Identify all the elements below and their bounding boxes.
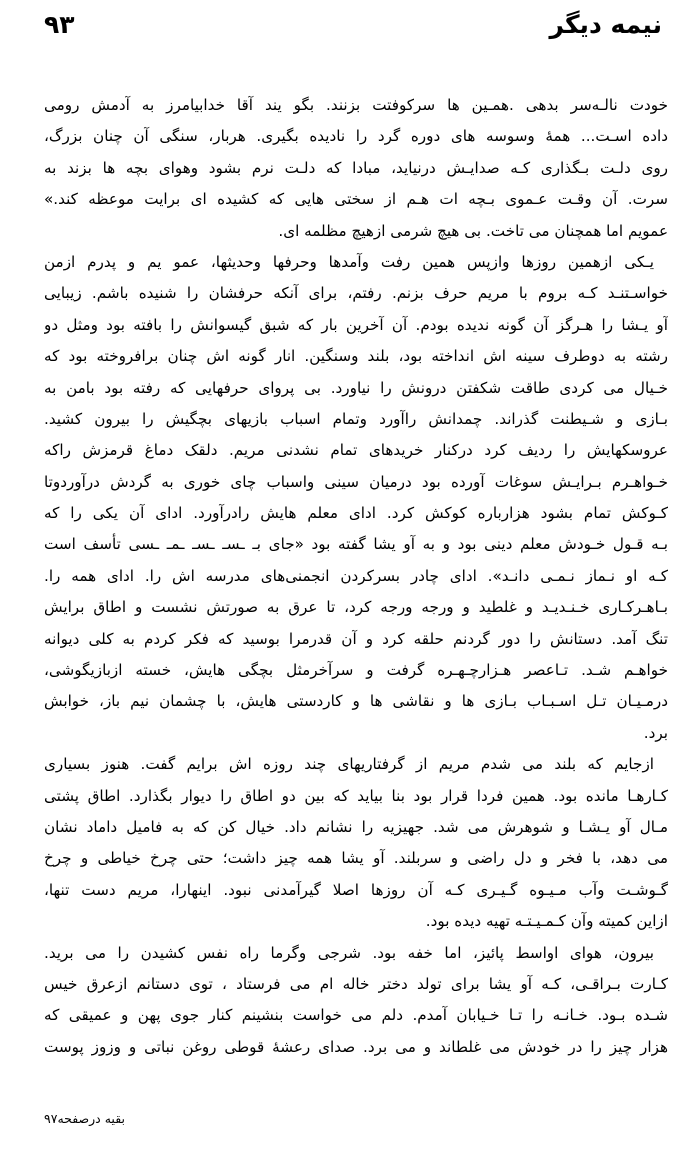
text-line: کـارهـا مانده بود. همین فردا قرار بود بنا بیاید که بین دو اطاق را دیوار بگذارد. اطاق پشتی <box>44 786 668 805</box>
text-line: گـوشـت وآب مـیـوه گـیـری کـه آن روزها اصلا گیرآمدنی نبود. اینهارا، مریم دست تنها، <box>44 880 668 899</box>
text-line: خواسـتنـد کـه بروم با مریم حرف بزنم. رفتم، برای آنکه حرفشان را شنیده باشم. زیبایی <box>44 284 668 303</box>
text-line: تنگ آمد. دستانش را دور گردنم حلقه کرد و آن قدرمرا بوسید که فکر کردم به کلی دیوانه <box>44 629 668 648</box>
text-line: عمویم اما همچنان می تاخت. بی هیچ شرمی ازهیچ مظلمه ای. <box>278 221 668 240</box>
text-line: رشته به دوطرف سینه اش انداخته بود، بلند وسنگین. انار گونه اش چنان برافروخته بود که <box>44 347 668 366</box>
paragraph-start-line: بیرون، هوای اواسط پائیز، اما خفه بود. شرجی وگرما راه نفس کشیدن را می برید. <box>44 943 654 962</box>
text-line: خـواهـرم بـرایـش سوغات آورده بود درمیان سینی واسباب چای خوری به گردش درآوردوتا <box>44 472 668 491</box>
paragraph-start-line: یـکی ازهمین روزها وازپس همین رفت وآمدها وحرفها وحدیثها، عمو یم و پدرم ازمن <box>44 252 654 271</box>
continued-on-page-note: بقیه درصفحه۹۷ <box>44 1111 125 1126</box>
text-line: عروسکهایش را ردیف کرد درکنار خریدهای تمام نشدنی مریم. دلقک دماغ قرمزش راکه <box>44 441 668 460</box>
page-number: ۹۳ <box>44 10 75 39</box>
text-line: کـوکش تمام بشود هزارباره کوکش کرد. ادای معلم هایش رادرآورد. ادای آن یکی را که <box>44 504 668 523</box>
book-title-header: نیمه دیگر <box>549 10 662 39</box>
text-line: مـال آو یـشـا و شوهرش می شد. جهیزیه را نشانم داد. خیال کن که به فامیل داماد نشان <box>44 817 668 836</box>
text-line: درمـیـان تـل اسـبـاب بـازی ها و نقاشی ها و کاردستی هایش، با چشمان نیم باز، خوابش <box>44 692 668 711</box>
text-line: خـیال می کردی طاقت شکفتن درونش را نیاورد. بی پروای حرفهایی که رفته بود بامن به <box>44 378 668 397</box>
text-line: بـازی و شـیطنت گذراند. چمدانش راآورد وتمام اسباب بازیهای بچگیش را بیرون کشید. <box>44 409 668 428</box>
paragraph-start-line: ازجایم که بلند می شدم مریم از گرفتاریهای چند روزه اش برایم گفت. هنوز بسیاری <box>44 755 654 774</box>
text-line: بـه قـول خـودش معلم دینی بود و به آو یشا گفته بود «جای بـ ـسـ ـسـ ـمـ ـسی تأسف است <box>44 535 668 554</box>
text-line: سرت. آن وقـت عـموی بـچه ات هـم از سختی هایی که کشیده ای برایت موعظه کند.» <box>44 190 668 209</box>
body-text <box>44 90 668 1063</box>
text-line: بـاهـرکـاری خـنـدیـد و غلطید و ورجه ورجه کرد، تا عرق به صورتش نشست و اطاق برایش <box>44 598 668 617</box>
text-line: داده اسـت... همهٔ وسوسه های دوره گرد را نادیده بگیری. هربار، سنگی آن چنان بزرگ، <box>44 127 668 146</box>
text-line: روی دلـت بـگذاری کـه صدایـش درنیاید، مبادا که دلـت نرم بشود وهوای بچه ها بزند به <box>44 158 668 177</box>
text-line: کـه او نـماز نـمـی دانـد». ادای چادر بسرکردن انجمنی‌های مدرسه اش را. ادای همه را. <box>44 566 668 585</box>
text-line: خودت نالـه‌سر بدهی .همـین ها سرکوفتت بزنند. بگو یند آقا خدابیامرز به آدمش رومی‌ <box>44 96 668 114</box>
text-line: برد. <box>643 723 668 742</box>
text-line: هزار چیز را در خودش می غلطاند و می برد. صدای رعشهٔ قوطی روغن نباتی و وزوز پوست <box>44 1037 668 1056</box>
text-line: کـارت بـراقـی، کـه آو یشا برای تولد دختر خاله ام می فرستاد ، توی دستانم ازعرق خیس <box>44 974 668 993</box>
text-line: ازاین کمیته وآن کـمـیـتـه تهیه دیده بود. <box>425 912 668 931</box>
text-line: شـده بـود. خـانـه را تـا خـیابان آمدم. دلم می خواست بنشینم کنار جوی پهن و عمیقی که <box>44 1006 668 1025</box>
text-line: خواهـم شـد. تـاعصر هـزارچـهـره گرفت و سرآخرمثل بچگی هایش، خسته ازبازیگوشی، <box>44 661 668 680</box>
text-line: آو یـشا را هـرگز آن گونه ندیده بودم. آن آخرین بار که شبق گیسوانش را بافته بود ومثل دو <box>44 315 668 334</box>
text-line: می دهد، با فخر و دل راضی و سربلند. آو یشا همه چیز داشت؛ حتی چرخ خیاطی و چرخ <box>44 849 668 868</box>
